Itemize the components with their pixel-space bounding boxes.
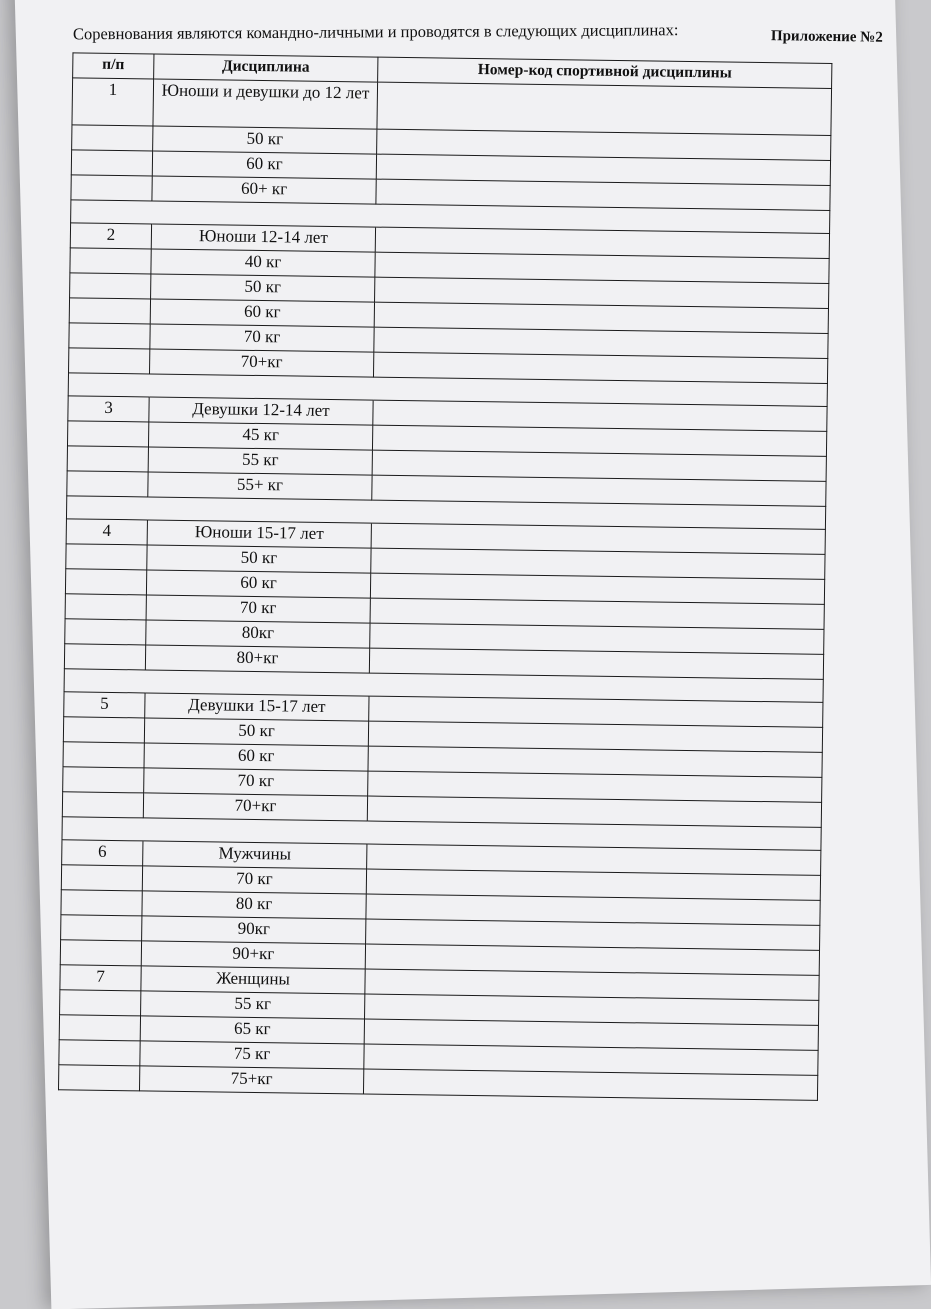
separator-cell: [145, 670, 369, 696]
group-number: 4: [66, 519, 147, 545]
weight-category: 50 кг: [144, 718, 368, 746]
group-title: Женщины: [141, 966, 365, 994]
weight-category: 70+кг: [149, 349, 373, 377]
empty-num-cell: [61, 890, 142, 916]
group-number: 7: [60, 965, 141, 991]
group-number: 2: [70, 223, 151, 249]
weight-category: 50 кг: [147, 545, 371, 573]
disciplines-table: [58, 52, 832, 1101]
empty-num-cell: [63, 742, 144, 768]
empty-num-cell: [72, 125, 153, 151]
separator-cell: [71, 200, 152, 224]
weight-category: 70 кг: [144, 768, 368, 796]
weight-category: 50 кг: [151, 274, 375, 302]
separator-cell: [62, 817, 143, 841]
weight-category: 80+кг: [145, 645, 369, 673]
group-title: Юноши 15-17 лет: [147, 520, 371, 548]
empty-num-cell: [60, 940, 141, 966]
empty-num-cell: [69, 298, 150, 324]
weight-category: 75+кг: [139, 1066, 363, 1094]
weight-category: 60 кг: [150, 299, 374, 327]
empty-num-cell: [61, 915, 142, 941]
empty-num-cell: [69, 323, 150, 349]
weight-category: 60+ кг: [152, 176, 376, 204]
empty-num-cell: [61, 865, 142, 891]
weight-category: 40 кг: [151, 249, 375, 277]
empty-num-cell: [71, 150, 152, 176]
empty-num-cell: [70, 273, 151, 299]
empty-num-cell: [63, 767, 144, 793]
weight-category: 90+кг: [141, 941, 365, 969]
weight-category: 60 кг: [144, 743, 368, 771]
empty-num-cell: [65, 619, 146, 645]
group-title: Девушки 15-17 лет: [145, 693, 369, 721]
weight-category: 70+кг: [143, 793, 367, 821]
header-num: п/п: [73, 53, 154, 79]
empty-num-cell: [69, 348, 150, 374]
weight-category: 90кг: [142, 916, 366, 944]
weight-category: 55 кг: [141, 991, 365, 1019]
weight-category: 70 кг: [150, 324, 374, 352]
separator-cell: [149, 374, 373, 400]
group-number: 1: [72, 78, 154, 126]
empty-num-cell: [63, 717, 144, 743]
weight-category: 70 кг: [142, 866, 366, 894]
weight-category: 60 кг: [152, 151, 376, 179]
table-body: [58, 78, 831, 1100]
empty-num-cell: [65, 569, 146, 595]
weight-category: 45 кг: [148, 422, 372, 450]
group-title: Девушки 12-14 лет: [149, 397, 373, 425]
separator-cell: [147, 497, 371, 523]
discipline-code-cell: [377, 82, 832, 135]
empty-num-cell: [58, 1065, 139, 1091]
intro-text: Соревнования являются командно-личными и проводятся в следующих дисциплинах:: [72, 20, 679, 44]
weight-category: 60 кг: [146, 570, 370, 598]
weight-category: 50 кг: [153, 126, 377, 154]
empty-num-cell: [65, 594, 146, 620]
document-content: [72, 8, 883, 1089]
empty-num-cell: [62, 792, 143, 818]
weight-category: 70 кг: [146, 595, 370, 623]
discipline-code-cell: [363, 1069, 817, 1100]
group-title: Юноши 12-14 лет: [151, 224, 375, 252]
weight-category: 75 кг: [140, 1041, 364, 1069]
separator-cell: [64, 669, 145, 693]
empty-num-cell: [64, 644, 145, 670]
group-title: Юноши и девушки до 12 лет: [153, 79, 378, 129]
group-title: Мужчины: [143, 841, 367, 869]
appendix-label: Приложение №2: [770, 28, 883, 46]
empty-num-cell: [67, 446, 148, 472]
empty-num-cell: [71, 175, 152, 201]
document-page: [14, 0, 931, 1309]
empty-num-cell: [60, 990, 141, 1016]
group-number: 6: [62, 840, 143, 866]
weight-category: 80 кг: [142, 891, 366, 919]
header-code: Номер-код спортивной дисциплины: [378, 57, 832, 88]
separator-cell: [68, 373, 149, 397]
empty-num-cell: [67, 471, 148, 497]
separator-cell: [152, 201, 376, 227]
separator-cell: [66, 496, 147, 520]
empty-num-cell: [59, 1040, 140, 1066]
group-number: 3: [68, 396, 149, 422]
group-number: 5: [64, 692, 145, 718]
empty-num-cell: [66, 544, 147, 570]
separator-cell: [143, 818, 367, 844]
empty-num-cell: [59, 1015, 140, 1041]
empty-num-cell: [67, 421, 148, 447]
weight-category: 65 кг: [140, 1016, 364, 1044]
header-discipline: Дисциплина: [154, 54, 378, 82]
weight-category: 55+ кг: [148, 472, 372, 500]
empty-num-cell: [70, 248, 151, 274]
weight-category: 55 кг: [148, 447, 372, 475]
weight-category: 80кг: [146, 620, 370, 648]
